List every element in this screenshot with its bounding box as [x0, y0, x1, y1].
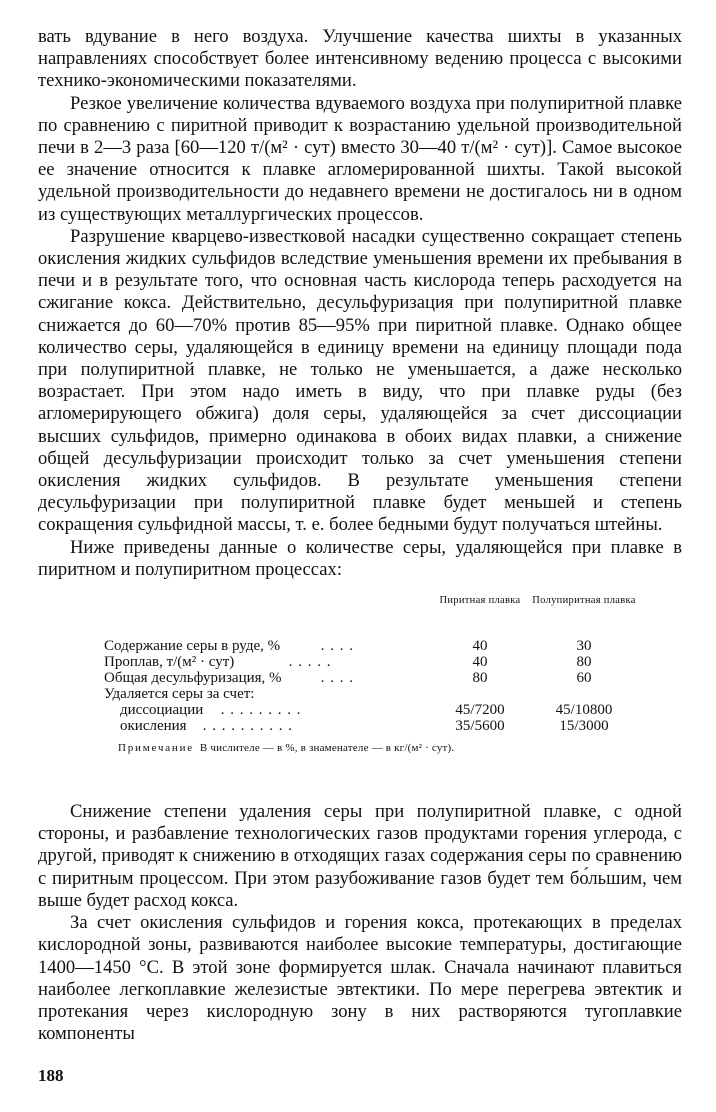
- column-header-pyritic: Пиритная плавка: [439, 595, 521, 607]
- paragraph-air-blast: Резкое увеличение количества вдуваемого воздуха при полупиритной плавке по сравнению с пиритной приводит к возрастанию удельной производительной печи в 2—3 раза [60—120 т/(м² · сут) вместо 30—40 т/(м² · сут)]. Самое высокое ее значение относится к плавке агломерированной шихты. Такой высокой удельной производительности до недавнего времени не достигалось ни в одном из существующих металлургических процессов.: [38, 92, 682, 225]
- table-note: [118, 741, 454, 757]
- leader-dots: . . . . . . . . .: [216, 702, 302, 719]
- paragraph-continuation: вать вдувание в него воздуха. Улучшение качества шихты в указанных направлениях способствует более интенсивному ведению процесса с высокими технико-экономическими показателями.: [38, 26, 682, 92]
- paragraph-oxygen-zone: За счет окисления сульфидов и горения кокса, протекающих в пределах кислородной зоны, развиваются наиболее высокие температуры, достигающие 1400—1450 °С. В этой зоне формируется шлак. Сначала начинают плавиться наиболее легкоплавкие железистые эвтектики. По мере перегрева эвтектик и протекания через кислородную зону в них растворяются тугоплавкие компоненты: [38, 912, 682, 1045]
- leader-dots: . . . .: [316, 638, 354, 655]
- row-label: Удаляется серы за счет:: [104, 686, 255, 703]
- value-pyritic: 45/7200: [455, 702, 505, 719]
- row-label: Проплав, т/(м² · сут): [104, 654, 235, 671]
- value-semipyritic: 60: [576, 670, 592, 687]
- table-row: [38, 671, 682, 687]
- note-text: В числителе — в %, в знаменателе — в кг/(м² · сут).: [193, 742, 455, 755]
- table-row: [38, 655, 682, 671]
- paragraph-table-intro: Ниже приведены данные о количестве серы, удаляющейся при плавке в пиритном и полупиритном процессах:: [38, 536, 682, 580]
- value-semipyritic: 30: [576, 638, 592, 655]
- row-label: Содержание серы в руде, %: [104, 638, 281, 655]
- row-label: окисления: [120, 718, 187, 735]
- sulfur-removal-table: [38, 595, 682, 791]
- value-pyritic: 80: [472, 670, 488, 687]
- paragraph-desulfurization: Разрушение кварцево-известковой насадки существенно сокращает степень окисления жидких сульфидов вследствие уменьшения времени их пребывания в печи и в результате того, что основная часть кислорода теперь расходуется на сжигание кокса. Действительно, десульфуризация при полупиритной плавке снижается до 60—70% против 85—95% при пиритной плавке. Однако общее количество серы, удаляющейся в единицу времени на единицу площади пода при полупиритной плавке, не только не уменьшается, а даже несколько возрастает. При этом надо иметь в виду, что при плавке руды (без агломерирующего обжига) доля серы, удаляющейся за счет диссоциации высших сульфидов, примерно одинакова в обоих видах плавки, а снижение общей десульфуризации происходит только за счет уменьшения степени окисления жидких сульфидов. В результате уменьшения степени десульфуризации при полупиритной плавке будет меньшей и степень сокращения сульфидной массы, т. е. более бедными будут получаться штейны.: [38, 225, 682, 536]
- leader-dots: . . . .: [316, 670, 354, 687]
- note-prefix: Примечание: [118, 742, 194, 755]
- table-row: [38, 687, 682, 703]
- value-semipyritic: 15/3000: [559, 718, 609, 735]
- value-pyritic: 35/5600: [455, 718, 505, 735]
- table-row: [38, 639, 682, 655]
- value-pyritic: 40: [472, 638, 488, 655]
- table-row: [38, 719, 682, 735]
- page-number: 188: [38, 1066, 64, 1085]
- column-header-semipyritic: Полупиритная плавка: [532, 595, 636, 607]
- value-semipyritic: 80: [576, 654, 592, 671]
- value-semipyritic: 45/10800: [555, 702, 613, 719]
- leader-dots: . . . . . . . . . .: [198, 718, 293, 735]
- value-pyritic: 40: [472, 654, 488, 671]
- paragraph-gas-dilution: Снижение степени удаления серы при полупиритной плавке, с одной стороны, и разбавление технологических газов продуктами горения углерода, с другой, приводят к снижению в отходящих газах содержания серы по сравнению с пиритным процессом. При этом разубоживание газов будет тем бо́льшим, чем выше будет расход кокса.: [38, 801, 682, 911]
- row-label: Общая десульфуризация, %: [104, 670, 282, 687]
- table-row: [38, 703, 682, 719]
- leader-dots: . . . . .: [284, 654, 332, 671]
- row-label: диссоциации: [120, 702, 204, 719]
- page-body: [38, 26, 682, 1045]
